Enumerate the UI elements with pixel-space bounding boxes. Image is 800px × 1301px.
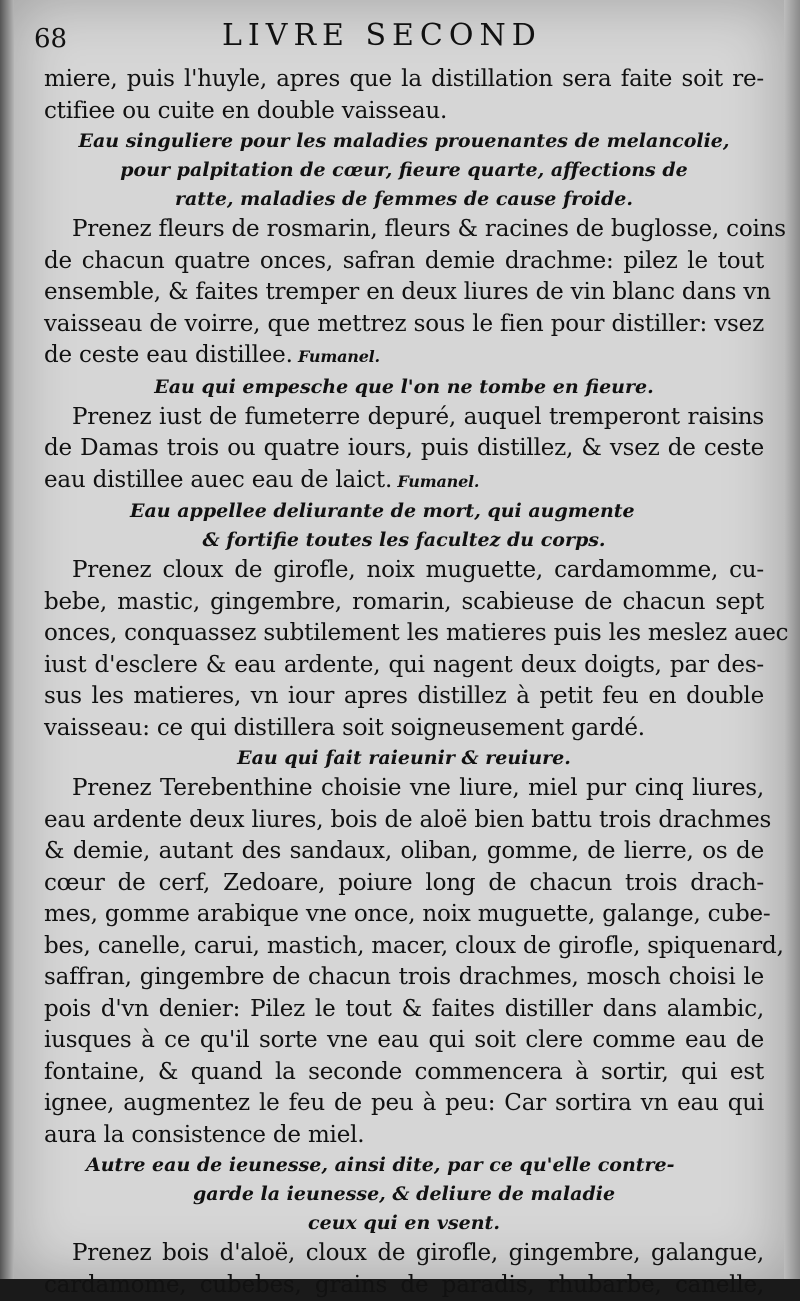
text-line-content: ensemble, & faites tremper en deux liures de vin blanc dans vn <box>44 279 771 305</box>
text-line <box>44 805 764 837</box>
text-line-content: eau distillee auec eau de laict. <box>44 467 392 493</box>
text-line-content: Prenez fleurs de rosmarin, fleurs & racines de buglosse, coins <box>72 216 786 242</box>
text-line-content: iusques à ce qu'il sorte vne eau qui soit clere comme eau de <box>44 1027 764 1053</box>
text-line <box>44 246 764 278</box>
page-number: 68 <box>34 24 67 54</box>
text-line-content: ignee, augmentez le feu de peu à peu: Car sortira vn eau qui <box>44 1090 764 1116</box>
section-heading-line: Autre eau de ieunesse, ainsi dite, par ce qu'elle contre- <box>44 1151 764 1180</box>
text-line <box>44 214 764 246</box>
text-line-content: vaisseau de voirre, que mettrez sous le fien pour distiller: vsez <box>44 311 764 337</box>
text-line-content: Prenez bois d'aloë, cloux de girofle, gingembre, galangue, <box>72 1240 764 1266</box>
text-line-content: aura la consistence de miel. <box>44 1122 364 1148</box>
text-line-content: & demie, autant des sandaux, oliban, gomme, de lierre, os de <box>44 838 764 864</box>
text-line <box>44 618 764 650</box>
text-line <box>44 433 764 465</box>
book-gutter <box>0 0 14 1279</box>
text-line <box>44 836 764 868</box>
text-line-content: mes, gomme arabique vne once, noix muguette, galange, cube- <box>44 901 770 927</box>
section-heading-line: Eau singuliere pour les maladies prouenantes de melancolie, <box>44 127 764 156</box>
text-line <box>44 96 764 128</box>
section-heading-line: pour palpitation de cœur, fieure quarte, affections de <box>44 156 764 185</box>
text-line <box>44 1270 764 1301</box>
section-heading-line: Eau appellee deliurante de mort, qui augmente <box>44 497 764 526</box>
text-line-content: de chacun quatre onces, safran demie drachme: pilez le tout <box>44 248 764 274</box>
text-line <box>44 1238 764 1270</box>
running-header <box>44 18 764 64</box>
text-line-content: sus les matieres, vn iour apres distillez à petit feu en double <box>44 683 764 709</box>
text-line-content: onces, conquassez subtilement les matieres puis les meslez auec <box>44 620 788 646</box>
text-line-content: iust d'esclere & eau ardente, qui nagent deux doigts, par des- <box>44 652 764 678</box>
text-line <box>44 868 764 900</box>
text-line-content: eau ardente deux liures, bois de aloë bien battu trois drachmes <box>44 807 771 833</box>
text-line-content: Prenez Terebenthine choisie vne liure, miel pur cinq liures, <box>72 775 764 801</box>
text-line-content: cardamome, cubebes, grains de paradis, rhubarbe, canelle, <box>44 1272 764 1298</box>
text-line-content: pois d'vn denier: Pilez le tout & faites distiller dans alambic, <box>44 996 764 1022</box>
author-citation: Fumanel. <box>392 472 479 491</box>
text-line-content: Prenez cloux de girofle, noix muguette, cardamomme, cu- <box>72 557 764 583</box>
text-line-content: cœur de cerf, Zedoare, poiure long de chacun trois drach- <box>44 870 764 896</box>
text-line <box>44 340 764 373</box>
text-line <box>44 773 764 805</box>
section-heading-line: garde la ieunesse, & deliure de maladie <box>44 1180 764 1209</box>
text-line <box>44 994 764 1026</box>
text-line <box>44 650 764 682</box>
text-line-content: vaisseau: ce qui distillera soit soigneusement gardé. <box>44 715 645 741</box>
text-line <box>44 899 764 931</box>
text-line-content: bebe, mastic, gingembre, romarin, scabieuse de chacun sept <box>44 589 764 615</box>
author-citation: Fumanel. <box>293 347 380 366</box>
text-line-content: bes, canelle, carui, mastich, macer, cloux de girofle, spiquenard, <box>44 933 784 959</box>
text-line-content: Prenez iust de fumeterre depuré, auquel tremperont raisins <box>72 404 764 430</box>
text-line <box>44 465 764 498</box>
text-line-content: saffran, gingembre de chacun trois drachmes, mosch choisi le <box>44 964 764 990</box>
text-line-content: miere, puis l'huyle, apres que la distillation sera faite soit re- <box>44 66 764 92</box>
text-line <box>44 1120 764 1152</box>
text-body <box>44 64 764 1301</box>
running-title: LIVRE SECOND <box>222 18 542 53</box>
text-line <box>44 713 764 745</box>
text-line <box>44 277 764 309</box>
text-line <box>44 962 764 994</box>
text-line <box>44 1057 764 1089</box>
text-line <box>44 1025 764 1057</box>
text-line <box>44 555 764 587</box>
section-heading-line: ratte, maladies de femmes de cause froide. <box>44 185 764 214</box>
section-heading-line: Eau qui fait raieunir & reuiure. <box>44 744 764 773</box>
text-line-content: de ceste eau distillee. <box>44 342 293 368</box>
text-line <box>44 587 764 619</box>
text-line <box>44 931 764 963</box>
section-heading-line: ceux qui en vsent. <box>44 1209 764 1238</box>
text-line-content: fontaine, & quand la seconde commencera à sortir, qui est <box>44 1059 764 1085</box>
text-line <box>44 402 764 434</box>
text-line <box>44 1088 764 1120</box>
text-line-content: ctifiee ou cuite en double vaisseau. <box>44 98 447 124</box>
text-line <box>44 64 764 96</box>
section-heading-line: & fortifie toutes les facultez du corps. <box>44 526 764 555</box>
text-line <box>44 681 764 713</box>
text-line <box>44 309 764 341</box>
page-text <box>44 18 764 1301</box>
section-heading-line: Eau qui empesche que l'on ne tombe en fieure. <box>44 373 764 402</box>
text-line-content: de Damas trois ou quatre iours, puis distillez, & vsez de ceste <box>44 435 764 461</box>
